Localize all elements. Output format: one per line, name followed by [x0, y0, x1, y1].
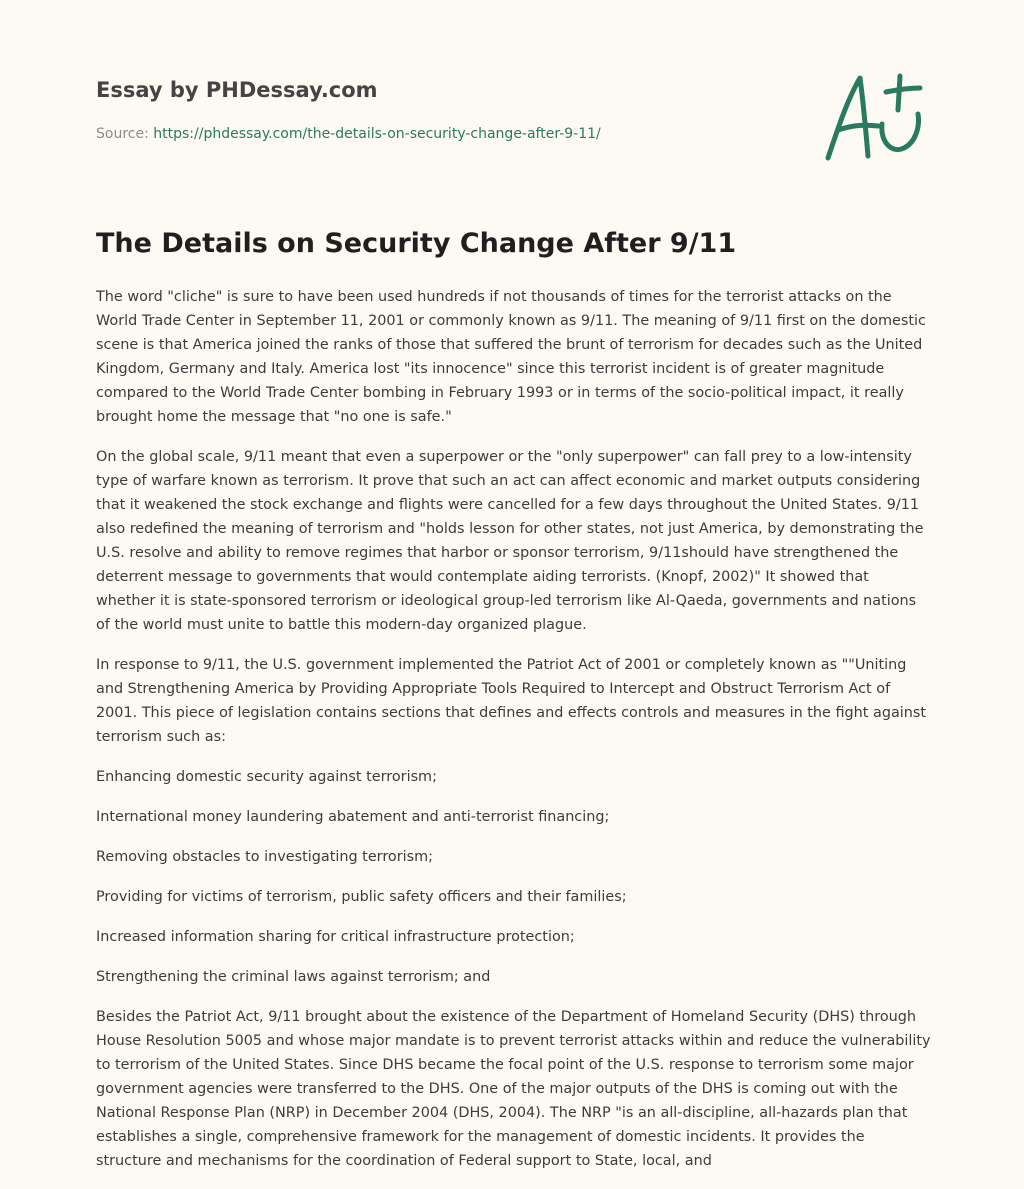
source-label: Source:: [96, 126, 154, 142]
list-item: Removing obstacles to investigating terrorism;: [96, 849, 434, 865]
list-item: Increased information sharing for critical infrastructure protection;: [96, 929, 575, 945]
list-item: International money laundering abatement and anti-terrorist financing;: [96, 809, 610, 825]
paragraph: Besides the Patriot Act, 9/11 brought about the existence of the Department of Homeland Security (DHS) through House Resolution 5005 and whose major mandate is to prevent terrorist attacks within and reduce the vulnerability to terrorism of the United States. Since DHS became the focal point of the U.S. response to terrorism some major government agencies were transferred to the DHS. One of the major outputs of the DHS is coming out with the National Response Plan (NRP) in December 2004 (DHS, 2004). The NRP "is an all-discipline, all-hazards plan that establishes a single, comprehensive framework for the management of domestic incidents. It provides the structure and mechanisms for the coordination of Federal support to State, local, and: [96, 1009, 931, 1169]
source-line: [96, 124, 796, 144]
header: [96, 76, 796, 144]
essay-title: The Details on Security Change After 9/11: [96, 228, 737, 259]
list-item: Providing for victims of terrorism, public safety officers and their families;: [96, 889, 627, 905]
paragraph: On the global scale, 9/11 meant that even a superpower or the "only superpower" can fall prey to a low-intensity type of warfare known as terrorism. It prove that such an act can affect economic and market outputs considering that it weakened the stock exchange and flights were cancelled for a few days throughout the United States. 9/11 also redefined the meaning of terrorism and "holds lesson for other states, not just America, by demonstrating the U.S. resolve and ability to remove regimes that harbor or sponsor terrorism, 9/11should have strengthened the deterrent message to governments that would contemplate aiding terrorists. (Knopf, 2002)" It showed that whether it is state-sponsored terrorism or ideological group-led terrorism like Al-Qaeda, governments and nations of the world must unite to battle this modern-day organized plague.: [96, 449, 924, 633]
essay-body: [96, 285, 932, 1189]
site-title: Essay by PHDessay.com: [96, 78, 378, 102]
paragraph: In response to 9/11, the U.S. government implemented the Patriot Act of 2001 or completely known as ""Uniting and Strengthening America by Providing Appropriate Tools Required to Intercept and Obstruct Terrorism Act of 2001. This piece of legislation contains sections that defines and effects controls and measures in the fight against terrorism such as:: [96, 657, 927, 745]
source-link[interactable]: https://phdessay.com/the-details-on-security-change-after-9-11/: [153, 126, 601, 142]
list-item: Strengthening the criminal laws against terrorism; and: [96, 969, 491, 985]
paragraph: The word "cliche" is sure to have been used hundreds if not thousands of times for the terrorist attacks on the World Trade Center in September 11, 2001 or commonly known as 9/11. The meaning of 9/11 first on the domestic scene is that America joined the ranks of those that suffered the brunt of terrorism for decades such as the United Kingdom, Germany and Italy. America lost "its innocence" since this terrorist incident is of greater magnitude compared to the World Trade Center bombing in February 1993 or in terms of the socio-political impact, it really brought home the message that "no one is safe.": [96, 289, 926, 425]
a-plus-logo-icon: [820, 68, 930, 166]
list-item: Enhancing domestic security against terrorism;: [96, 769, 437, 785]
